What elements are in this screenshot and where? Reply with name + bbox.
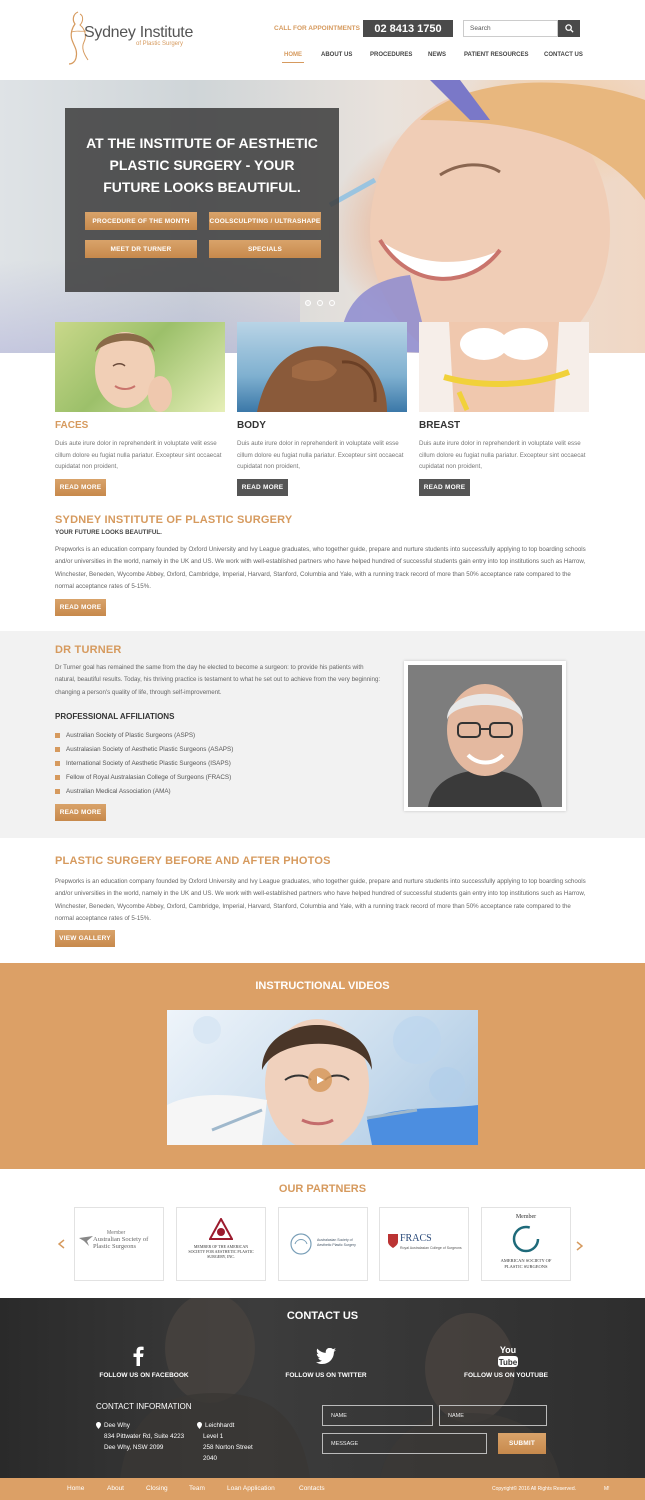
faces-photo bbox=[55, 322, 225, 412]
breast-photo bbox=[419, 322, 589, 412]
footer-link-contacts[interactable]: Contacts bbox=[299, 1485, 325, 1492]
partner-fracs[interactable] bbox=[379, 1207, 469, 1281]
partner-name: MEMBER OF THE AMERICAN SOCIETY FOR AESTHETIC PLASTIC SURGERY, INC. bbox=[188, 1244, 254, 1259]
nav-about-us[interactable]: ABOUT US bbox=[321, 52, 353, 58]
search-button[interactable] bbox=[558, 20, 580, 37]
footer-link-about[interactable]: About bbox=[107, 1485, 124, 1492]
location-line: Level 1 bbox=[203, 1433, 224, 1440]
name-field-2[interactable]: NAME bbox=[439, 1405, 547, 1426]
youtube-label[interactable]: FOLLOW US ON YOUTUBE bbox=[463, 1372, 549, 1379]
contact-title: CONTACT US bbox=[286, 1310, 359, 1322]
institute-title: SYDNEY INSTITUTE OF PLASTIC SURGERY bbox=[55, 514, 293, 526]
coolsculpting-button[interactable]: COOLSCULPTING / ULTRASHAPE bbox=[209, 212, 321, 230]
logo-sub: of Plastic Surgery bbox=[136, 41, 184, 47]
location-line: 2040 bbox=[203, 1455, 218, 1462]
institute-read-more-button[interactable]: READ MORE bbox=[55, 599, 106, 616]
affiliation-item: Australian Medical Association (AMA) bbox=[55, 788, 171, 795]
faces-read-more-button[interactable]: READ MORE bbox=[55, 479, 106, 496]
location-line: 834 Pittwater Rd, Suite 4223 bbox=[104, 1433, 185, 1440]
location-line: 258 Norton Street bbox=[203, 1444, 253, 1451]
dr-turner-text: Dr Turner goal has remained the same from the day he elected to become a surgeon: to provide his patients with natural, beautiful results. Today, his thriving practice is testament to what he set out to achieve from the very beginning: changing a person's quality of life, through self-improvement. bbox=[55, 664, 381, 696]
nav-patient-resources[interactable]: PATIENT RESOURCES bbox=[464, 52, 529, 58]
chevron-right-icon bbox=[576, 1241, 583, 1251]
partners-prev-arrow[interactable] bbox=[58, 1238, 65, 1252]
partner-name: Australasian Society of Aesthetic Plastic Surgery bbox=[317, 1238, 356, 1247]
nav-procedures[interactable]: PROCEDURES bbox=[370, 52, 413, 58]
slider-dot[interactable] bbox=[305, 300, 311, 306]
site-logo[interactable] bbox=[66, 10, 196, 65]
ring-logo-icon bbox=[511, 1224, 541, 1254]
body-read-more-button[interactable]: READ MORE bbox=[237, 479, 288, 496]
youtube-icon bbox=[497, 1344, 519, 1368]
circle-logo-icon bbox=[289, 1232, 313, 1256]
facebook-link[interactable] bbox=[132, 1346, 148, 1366]
video-player[interactable] bbox=[167, 1010, 478, 1145]
footer-link-loan-application[interactable]: Loan Application bbox=[227, 1485, 275, 1492]
nav-news[interactable]: NEWS bbox=[428, 52, 446, 58]
partner-name: Australian Society of Plastic Surgeons bbox=[93, 1236, 149, 1250]
youtube-link[interactable] bbox=[497, 1344, 519, 1368]
play-icon bbox=[316, 1076, 324, 1084]
crest-logo-icon bbox=[388, 1234, 398, 1248]
bird-logo-icon bbox=[79, 1236, 93, 1246]
gallery-text: Prepworks is an education company founded by Oxford University and Ivy League graduates, who together guide, prepare and nurture students into successfully applying to top boarding schools and/or universities in the world, namely in the UK and US. We work with well-established partners who have helped hundred of successful students gain entry into top institutions such as Harrow, Winchester, Beneden, Wycombe Abbey, Oxford, Cambridge, Imperial, Harvard, Stanford, Columbia and Yale, with a running track record of more than 50% acceptance rate compared to the normal acceptance rates of 5-15%. bbox=[55, 878, 586, 923]
partners-next-arrow[interactable] bbox=[576, 1238, 583, 1256]
gallery-title: PLASTIC SURGERY BEFORE AND AFTER PHOTOS bbox=[55, 855, 331, 867]
affiliation-item: Australasian Society of Aesthetic Plastic Surgeons (ASAPS) bbox=[55, 746, 233, 753]
partner-name: AMERICAN SOCIETY OF PLASTIC SURGEONS bbox=[500, 1258, 552, 1269]
facebook-label[interactable]: FOLLOW US ON FACEBOOK bbox=[99, 1372, 189, 1379]
breast-read-more-button[interactable]: READ MORE bbox=[419, 479, 470, 496]
partner-member-label: Member bbox=[515, 1214, 537, 1220]
partner-american-society[interactable] bbox=[481, 1207, 571, 1281]
slider-dots bbox=[305, 300, 345, 308]
copyright: Copyright© 2016 All Rights Reserved. bbox=[492, 1486, 577, 1492]
hero-face-image bbox=[300, 80, 645, 353]
location-name: Dee Why bbox=[104, 1422, 130, 1429]
map-pin-icon bbox=[96, 1422, 101, 1429]
footer-link-team[interactable]: Team bbox=[189, 1485, 205, 1492]
triangle-logo-icon bbox=[209, 1218, 233, 1240]
faces-title: FACES bbox=[55, 420, 89, 431]
logo-main: Sydney Institute bbox=[84, 24, 194, 41]
name-field-1[interactable]: NAME bbox=[322, 1405, 433, 1426]
location-line: Dee Why, NSW 2099 bbox=[104, 1444, 164, 1451]
dr-turner-title: DR TURNER bbox=[55, 644, 122, 656]
designer-credit[interactable]: M! bbox=[604, 1486, 610, 1492]
breast-title: BREAST bbox=[419, 420, 461, 431]
affiliation-item: Australian Society of Plastic Surgeons (ASPS) bbox=[55, 732, 195, 739]
affiliation-item: Fellow of Royal Australasian College of Surgeons (FRACS) bbox=[55, 774, 231, 781]
dr-turner-photo bbox=[404, 661, 566, 811]
procedure-of-month-button[interactable]: PROCEDURE OF THE MONTH bbox=[85, 212, 197, 230]
nav-contact-us[interactable]: CONTACT US bbox=[544, 52, 583, 58]
faces-image[interactable] bbox=[55, 322, 225, 412]
location-leichhardt bbox=[197, 1420, 277, 1464]
footer-link-closing[interactable]: Closing bbox=[146, 1485, 168, 1492]
svg-text:Tube: Tube bbox=[498, 1358, 518, 1367]
nav-home[interactable]: HOME bbox=[284, 52, 302, 58]
hero-callout bbox=[65, 108, 339, 292]
hero-headline: AT THE INSTITUTE OF AESTHETIC PLASTIC SURGERY - YOUR FUTURE LOOKS BEAUTIFUL. bbox=[86, 135, 318, 195]
svg-text:You: You bbox=[499, 1345, 517, 1355]
institute-text: Prepworks is an education company founded by Oxford University and Ivy League graduates, who together guide, prepare and nurture students into successfully applying to top boarding schools and/or universities in the world, namely in the UK and US. We work with well-established partners who have helped hundred of successful students gain entry into top institutions such as Harrow, Winchester, Beneden, Wycombe Abbey, Oxford, Cambridge, Imperial, Harvard, Stanford, Columbia and Yale, with a running track record of more than 50% acceptance rate compared to the normal acceptance rates of 5-15%. bbox=[55, 546, 586, 591]
location-dee-why bbox=[96, 1420, 196, 1453]
hero-banner bbox=[0, 80, 645, 353]
play-button[interactable] bbox=[308, 1068, 332, 1092]
dr-turner-portrait bbox=[408, 665, 562, 807]
institute-subtitle: YOUR FUTURE LOOKS BEAUTIFUL. bbox=[55, 529, 162, 536]
body-text: Duis aute irure dolor in reprehenderit in voluptate velit esse cillum dolore eu fugiat nulla pariatur. Excepteur sint occaecat cupidatat non proident, bbox=[237, 440, 404, 470]
partner-name: Royal Australasian College of Surgeons bbox=[400, 1246, 462, 1250]
search-input[interactable]: Search bbox=[463, 20, 558, 37]
breast-image[interactable] bbox=[419, 322, 589, 412]
facebook-icon bbox=[132, 1346, 144, 1366]
dr-turner-read-more-button[interactable]: READ MORE bbox=[55, 804, 106, 821]
specials-button[interactable]: SPECIALS bbox=[209, 240, 321, 258]
submit-button[interactable]: SUBMIT bbox=[498, 1433, 546, 1454]
location-name: Leichhardt bbox=[205, 1422, 235, 1429]
meet-dr-turner-button[interactable]: MEET DR TURNER bbox=[85, 240, 197, 258]
partner-fracs-label: FRACS bbox=[400, 1233, 432, 1244]
breast-text: Duis aute irure dolor in reprehenderit in voluptate velit esse cillum dolore eu fugiat nulla pariatur. Excepteur sint occaecat cupidatat non proident, bbox=[419, 440, 586, 470]
partner-asaps-circle[interactable] bbox=[278, 1207, 368, 1281]
header bbox=[0, 0, 645, 80]
call-label: CALL FOR APPOINTMENTS bbox=[274, 25, 360, 32]
message-field[interactable]: MESSAGE bbox=[322, 1433, 487, 1454]
footer-link-home[interactable]: Home bbox=[67, 1485, 85, 1492]
search-icon bbox=[565, 24, 574, 33]
view-gallery-button[interactable]: VIEW GALLERY bbox=[55, 930, 115, 947]
partner-member-label: Member bbox=[107, 1230, 126, 1236]
body-title: BODY bbox=[237, 420, 266, 431]
slider-dot[interactable] bbox=[329, 300, 335, 306]
affiliations-title: PROFESSIONAL AFFILIATIONS bbox=[55, 712, 175, 721]
partner-asaps[interactable] bbox=[176, 1207, 266, 1281]
phone-number[interactable]: 02 8413 1750 bbox=[363, 20, 453, 37]
partners-title: OUR PARTNERS bbox=[278, 1183, 367, 1195]
twitter-icon bbox=[316, 1348, 336, 1364]
body-image[interactable] bbox=[237, 322, 407, 412]
faces-text: Duis aute irure dolor in reprehenderit in voluptate velit esse cillum dolore eu fugiat nulla pariatur. Excepteur sint occaecat cupidatat non proident, bbox=[55, 440, 222, 470]
twitter-link[interactable] bbox=[316, 1348, 336, 1364]
twitter-label[interactable]: FOLLOW US ON TWITTER bbox=[285, 1372, 367, 1379]
nav-active-underline bbox=[282, 62, 304, 63]
contact-info-title: CONTACT INFORMATION bbox=[96, 1402, 192, 1411]
videos-title: INSTRUCTIONAL VIDEOS bbox=[255, 980, 390, 992]
slider-dot[interactable] bbox=[317, 300, 323, 306]
affiliation-item: International Society of Aesthetic Plastic Surgeons (ISAPS) bbox=[55, 760, 231, 767]
partner-asps[interactable] bbox=[74, 1207, 164, 1281]
map-pin-icon bbox=[197, 1422, 202, 1429]
chevron-left-icon bbox=[58, 1239, 65, 1249]
body-photo bbox=[237, 322, 407, 412]
